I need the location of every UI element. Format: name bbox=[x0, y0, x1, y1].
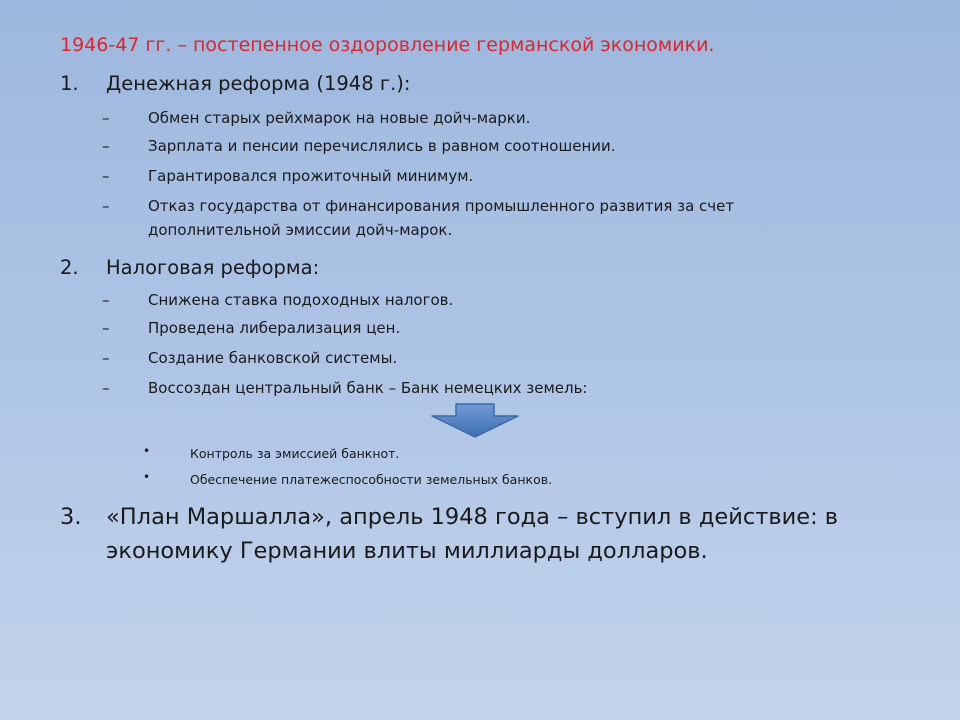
dash-icon: – bbox=[102, 319, 110, 337]
dash-icon: – bbox=[102, 349, 110, 367]
section-1-title-text: Денежная реформа (1948 г.): bbox=[106, 72, 411, 95]
section-3-line-2: экономику Германии влиты миллиарды долларов. bbox=[106, 538, 708, 564]
dash-icon: – bbox=[102, 379, 110, 397]
section-2-title-text: Налоговая реформа: bbox=[106, 256, 320, 279]
dash-icon: – bbox=[102, 137, 110, 155]
dash-icon: – bbox=[102, 167, 110, 185]
dash-icon: – bbox=[102, 197, 110, 215]
down-arrow-icon bbox=[428, 402, 522, 440]
slide-heading: 1946-47 гг. – постепенное оздоровление германской экономики. bbox=[60, 34, 715, 56]
section-1-number: 1. bbox=[60, 72, 79, 95]
section-3-text bbox=[106, 500, 838, 568]
section-2-number: 2. bbox=[60, 256, 79, 279]
dash-icon: – bbox=[102, 291, 110, 309]
section-3-line-1: «План Маршалла», апрель 1948 года – вступил в действие: в bbox=[106, 504, 839, 530]
bullet-icon: • bbox=[143, 444, 151, 458]
slide: 1946-47 гг. – постепенное оздоровление германской экономики. 1. Денежная реформа (1948 г.): – Обмен старых рейхмарок на новые дойч-марки. – Зарплата и пенсии перечислялись в равном соотношении. – Гарантировался прожиточный минимум. – Отказ государства от финансирования промышленного развития за счет дополнительной эмиссии дойч-марок. 2. Налоговая реформа: – Снижена ставка подоходных налогов. – Проведена либерализация цен. – Создание банковской системы. – Воссоздан центральный банк – Банк немецких земель: • Контроль за эмиссией банкнот. • Обеспечение платежеспособности земельных банков. 3. «План Маршалла», апрель 1948 года – вступил в действие: в экономику Германии влиты миллиарды долларов. bbox=[0, 0, 960, 720]
section-3-number: 3. bbox=[60, 504, 82, 530]
dash-icon: – bbox=[102, 109, 110, 127]
bullet-icon: • bbox=[143, 470, 151, 484]
